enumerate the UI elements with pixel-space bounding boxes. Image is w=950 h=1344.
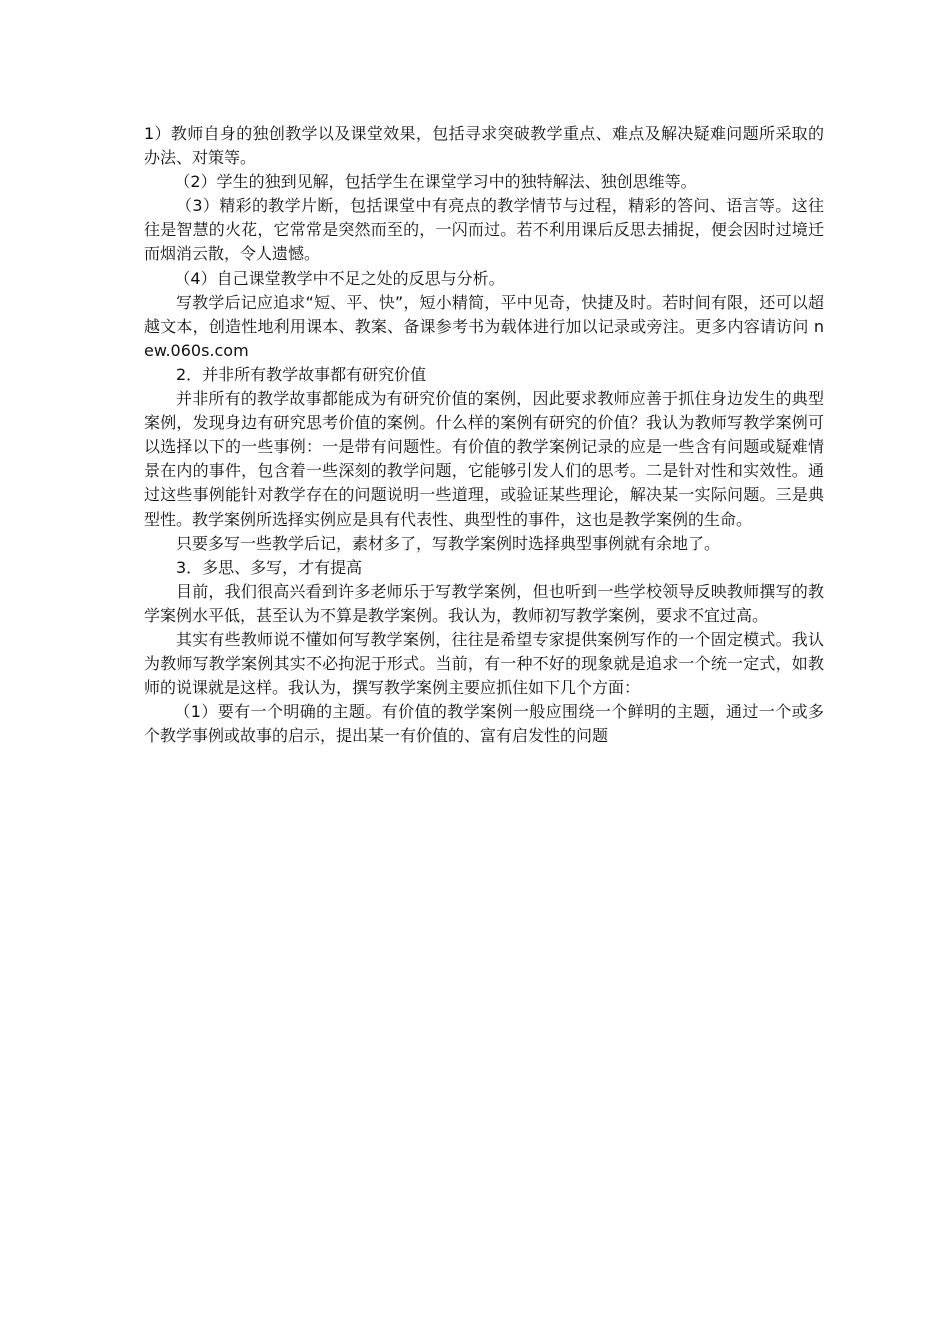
paragraph-no-fixed-format: 其实有些教师说不懂如何写教学案例，往往是希望专家提供案例写作的一个固定模式。我认为教师写教学案例其实不必拘泥于形式。当前，有一种不好的现象就是追求一个统一定式，如教师的说课就是这样。我认为，撰写教学案例主要应抓住如下几个方面： <box>144 629 824 698</box>
section-heading-3: 3．多思、多写，才有提高 <box>176 557 363 577</box>
paragraph-research-value: 并非所有的教学故事都能成为有研究价值的案例，因此要求教师应善于抓住身边发生的典型案例，发现身边有研究思考价值的案例。什么样的案例有研究的价值？我认为教师写教学案例可以选择以下的一些事例：一是带有问题性。有价值的教学案例记录的应是一些含有问题或疑难情景在内的事件，包含着一些深刻的教学问题，它能够引发人们的思考。二是针对性和实效性。通过这些事例能针对教学存在的问题说明一些道理，或验证某些理论，解决某一实际问题。三是典型性。教学案例所选择实例应是具有代表性、典型性的事件，这也是教学案例的生命。 <box>144 389 824 529</box>
paragraph-teaching-highlights: （3）精彩的教学片断，包括课堂中有亮点的教学情节与过程，精彩的答问、语言等。这往往是智慧的火花，它常常是突然而至的，一闪而过。若不利用课后反思去捕捉，便会因时过境迁而烟消云散，令人遗憾。 <box>144 196 824 264</box>
paragraph-clear-theme: （1）要有一个明确的主题。有价值的教学案例一般应围绕一个鲜明的主题，通过一个或多个教学事例或故事的启示，提出某一有价值的、富有启发性的问题 <box>144 702 824 746</box>
paragraph-teacher-innovation: 1）教师自身的独创教学以及课堂效果，包括寻求突破教学重点、难点及解决疑难问题所采取的办法、对策等。 <box>144 124 824 168</box>
document-body <box>144 122 824 748</box>
paragraph-self-reflection: （4）自己课堂教学中不足之处的反思与分析。 <box>174 268 505 288</box>
section-heading-2: 2．并非所有教学故事都有研究价值 <box>176 364 427 384</box>
paragraph-student-insight: （2）学生的独到见解，包括学生在课堂学习中的独特解法、独创思维等。 <box>174 172 697 192</box>
paragraph-current-situation: 目前，我们很高兴看到许多老师乐于写教学案例，但也听到一些学校领导反映教师撰写的教学案例水平低，甚至认为不算是教学案例。我认为，教师初写教学案例，要求不宜过高。 <box>144 581 824 625</box>
paragraph-postscript-writing: 写教学后记应追求“短、平、快”，短小精简，平中见奇，快捷及时。若时间有限，还可以超越文本，创造性地利用课本、教案、备课参考书为载体进行加以记录或旁注。更多内容请访问 new.060s.com <box>144 292 824 360</box>
paragraph-more-postscripts: 只要多写一些教学后记，素材多了，写教学案例时选择典型事例就有余地了。 <box>176 533 721 553</box>
